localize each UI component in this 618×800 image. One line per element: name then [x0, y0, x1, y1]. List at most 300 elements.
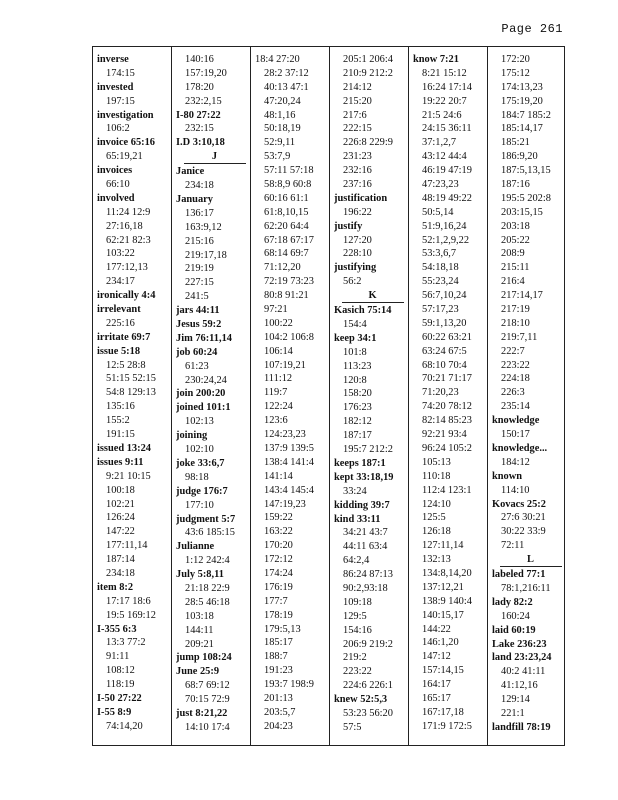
- index-reference: 157:14,15: [422, 665, 464, 677]
- index-reference: 47:20,24: [264, 95, 301, 107]
- index-term: joke 33:6,7: [176, 457, 225, 469]
- index-reference: 217:19: [501, 304, 530, 316]
- index-reference: 225:16: [106, 317, 135, 329]
- index-reference: 140:16: [185, 54, 214, 65]
- index-term: landfill 78:19: [492, 721, 551, 733]
- index-reference: 91:11: [106, 651, 130, 663]
- index-term: Jim 76:11,14: [176, 332, 232, 344]
- index-reference: 231:23: [343, 151, 372, 163]
- index-reference: 187:17: [343, 430, 372, 442]
- index-reference: 106:2: [106, 123, 130, 135]
- index-reference: 137:9 139:5: [264, 442, 314, 454]
- index-reference: 66:10: [106, 179, 130, 191]
- index-reference: 226:8 229:9: [343, 137, 393, 149]
- index-term: Julianne: [176, 541, 215, 553]
- index-term: keep 34:1: [334, 332, 377, 344]
- index-reference: 186:9,20: [501, 151, 538, 163]
- index-term: Jesus 59:2: [176, 319, 222, 331]
- index-reference: 170:20: [264, 540, 293, 552]
- index-reference: 68:7 69:12: [185, 680, 230, 692]
- index-reference: 135:16: [106, 401, 135, 413]
- index-frame: [92, 46, 565, 746]
- index-reference: 191:23: [264, 665, 293, 677]
- index-reference: 174:24: [264, 567, 293, 579]
- index-reference: 203:5,7: [264, 706, 296, 718]
- index-reference: 127:20: [343, 234, 372, 246]
- index-reference: 224:18: [501, 373, 530, 385]
- index-reference: 219:19: [185, 263, 214, 275]
- index-reference: 144:11: [185, 624, 214, 636]
- index-reference: 90:2,93:18: [343, 582, 388, 594]
- index-reference: 43:12 44:4: [422, 151, 467, 163]
- index-reference: 47:23,23: [422, 179, 459, 191]
- index-reference: 226:3: [501, 387, 525, 399]
- index-reference: 71:12,20: [264, 262, 301, 274]
- index-reference: 65:19,21: [106, 151, 143, 163]
- index-reference: 136:17: [185, 207, 214, 219]
- index-term: kind 33:11: [334, 513, 381, 525]
- index-reference: 74:20 78:12: [422, 401, 472, 413]
- index-reference: 18:4 27:20: [255, 54, 300, 65]
- index-reference: 221:1: [501, 707, 525, 719]
- index-term: knowledge: [492, 415, 540, 427]
- index-reference: 137:12,21: [422, 581, 464, 593]
- index-reference: 37:1,2,7: [422, 137, 457, 149]
- index-reference: 204:23: [264, 720, 293, 732]
- index-reference: 57:5: [343, 721, 362, 733]
- index-reference: 112:4 123:1: [422, 484, 472, 496]
- index-term: know 7:21: [413, 54, 459, 65]
- index-reference: 214:12: [343, 81, 372, 93]
- index-reference: 187:5,13,15: [501, 165, 551, 177]
- index-term: judgment 5:7: [176, 513, 236, 525]
- section-letter: [492, 553, 569, 568]
- index-reference: 138:4 141:4: [264, 456, 314, 468]
- index-term: involved: [97, 192, 135, 204]
- index-reference: 185:14,17: [501, 123, 543, 135]
- index-term: jars 44:11: [176, 305, 220, 317]
- index-reference: 50:5,14: [422, 206, 454, 218]
- index-reference: 52:1,2,9,22: [422, 234, 470, 246]
- index-reference: 171:9 172:5: [422, 720, 472, 732]
- index-reference: 217:14,17: [501, 290, 543, 302]
- index-reference: 19:5 169:12: [106, 609, 156, 621]
- index-reference: 58:8,9 60:8: [264, 179, 312, 191]
- index-reference: 147:12: [422, 651, 451, 663]
- index-reference: 177:12,13: [106, 262, 148, 274]
- index-reference: 70:15 72:9: [185, 694, 230, 706]
- index-reference: 114:10: [501, 484, 530, 496]
- index-reference: 234:17: [106, 276, 135, 288]
- index-term: irrelevant: [97, 304, 141, 316]
- index-reference: 209:21: [185, 638, 214, 650]
- index-reference: 154:4: [343, 319, 367, 331]
- index-reference: 159:22: [264, 512, 293, 524]
- index-reference: 217:6: [343, 109, 367, 121]
- index-reference: 67:18 67:17: [264, 234, 314, 246]
- index-column-3: [255, 53, 332, 745]
- index-reference: 126:24: [106, 512, 135, 524]
- index-reference: 48:1,16: [264, 109, 296, 121]
- index-reference: 197:15: [106, 95, 135, 107]
- index-column-4: [334, 53, 411, 745]
- index-reference: 185:21: [501, 137, 530, 149]
- index-reference: 215:16: [185, 235, 214, 247]
- index-reference: 28:5 46:18: [185, 596, 230, 608]
- index-reference: 53:7,9: [264, 151, 291, 163]
- index-reference: 187:16: [501, 179, 530, 191]
- index-reference: 172:12: [264, 554, 293, 566]
- index-term: join 200:20: [176, 388, 226, 400]
- index-term: kept 33:18,19: [334, 471, 394, 483]
- index-reference: 224:6 226:1: [343, 680, 393, 692]
- index-reference: 230:24,24: [185, 374, 227, 386]
- index-reference: 105:13: [422, 456, 451, 468]
- index-reference: 55:23,24: [422, 276, 459, 288]
- index-term: knew 52:5,3: [334, 694, 388, 706]
- index-column-6: [492, 53, 569, 745]
- index-term: irritate 69:7: [97, 331, 151, 343]
- index-reference: 9:21 10:15: [106, 470, 151, 482]
- index-reference: 21:18 22:9: [185, 582, 230, 594]
- index-reference: 219:7,11: [501, 331, 538, 343]
- index-reference: 118:19: [106, 679, 135, 691]
- index-term: land 23:23,24: [492, 652, 552, 664]
- index-reference: 177:7: [264, 595, 288, 607]
- index-reference: 175:12: [501, 67, 530, 79]
- index-reference: 28:2 37:12: [264, 67, 309, 79]
- index-reference: 223:22: [343, 666, 372, 678]
- index-reference: 147:19,23: [264, 498, 306, 510]
- index-term: item 8:2: [97, 581, 134, 593]
- index-reference: 98:18: [185, 471, 209, 483]
- index-reference: 158:20: [343, 388, 372, 400]
- index-reference: 64:2,4: [343, 555, 370, 567]
- index-reference: 187:14: [106, 554, 135, 566]
- section-letter: [334, 289, 411, 304]
- index-reference: 113:23: [343, 360, 372, 372]
- index-reference: 203:18: [501, 220, 530, 232]
- index-reference: 203:15,15: [501, 206, 543, 218]
- index-reference: 102:13: [185, 416, 214, 428]
- index-reference: 215:20: [343, 95, 372, 107]
- index-reference: 100:22: [264, 317, 293, 329]
- index-reference: 17:17 18:6: [106, 595, 151, 607]
- index-reference: 40:13 47:1: [264, 81, 309, 93]
- index-reference: 177:11,14: [106, 540, 148, 552]
- index-term: keeps 187:1: [334, 457, 386, 469]
- index-reference: 188:7: [264, 651, 288, 663]
- index-reference: 182:12: [343, 416, 372, 428]
- index-term: knowledge...: [492, 442, 548, 454]
- index-reference: 40:2 41:11: [501, 666, 546, 678]
- index-reference: 227:15: [185, 277, 214, 289]
- index-reference: 74:14,20: [106, 720, 143, 732]
- index-reference: 223:22: [501, 359, 530, 371]
- index-term: joining: [176, 430, 208, 442]
- index-reference: 167:17,18: [422, 706, 464, 718]
- section-letter-text: K: [342, 290, 404, 303]
- index-reference: 184:12: [501, 456, 530, 468]
- index-reference: 59:1,13,20: [422, 317, 467, 329]
- index-reference: 52:9,11: [264, 137, 296, 149]
- index-reference: 237:16: [343, 179, 372, 191]
- index-reference: 123:6: [264, 415, 288, 427]
- index-reference: 56:7,10,24: [422, 290, 467, 302]
- index-reference: 62:21 82:3: [106, 234, 151, 246]
- index-reference: 195:7 212:2: [343, 444, 393, 456]
- index-reference: 174:15: [106, 67, 135, 79]
- index-reference: 178:19: [264, 609, 293, 621]
- index-reference: 140:15,17: [422, 609, 464, 621]
- index-reference: 46:19 47:19: [422, 165, 472, 177]
- index-term: laid 60:19: [492, 624, 536, 636]
- index-reference: 102:10: [185, 444, 214, 456]
- index-reference: 61:8,10,15: [264, 206, 309, 218]
- index-column-1: [97, 53, 174, 745]
- index-term: issues 9:11: [97, 456, 144, 468]
- index-reference: 163:22: [264, 526, 293, 538]
- index-reference: 62:20 64:4: [264, 220, 309, 232]
- index-reference: 175:19,20: [501, 95, 543, 107]
- index-reference: 57:17,23: [422, 304, 459, 316]
- index-reference: 92:21 93:4: [422, 429, 467, 441]
- index-reference: 234:18: [106, 567, 135, 579]
- index-reference: 11:24 12:9: [106, 206, 151, 218]
- index-reference: 103:22: [106, 248, 135, 260]
- index-reference: 107:19,21: [264, 359, 306, 371]
- index-reference: 126:18: [422, 526, 451, 538]
- index-reference: 138:9 140:4: [422, 595, 472, 607]
- index-reference: 109:18: [343, 596, 372, 608]
- index-term: inverse: [97, 54, 129, 65]
- index-reference: 234:18: [185, 180, 214, 192]
- index-reference: 176:23: [343, 402, 372, 414]
- index-term: invoice 65:16: [97, 137, 156, 149]
- page-number: Page 261: [501, 22, 563, 36]
- index-reference: 201:13: [264, 692, 293, 704]
- index-reference: 41:12,16: [501, 680, 538, 692]
- index-reference: 70:21 71:17: [422, 373, 472, 385]
- index-term: issue 5:18: [97, 345, 141, 357]
- index-term: labeled 77:1: [492, 569, 546, 581]
- index-reference: 61:23: [185, 360, 209, 372]
- index-reference: 228:10: [343, 248, 372, 260]
- index-reference: 129:5: [343, 610, 367, 622]
- index-reference: 222:15: [343, 123, 372, 135]
- index-reference: 164:17: [422, 679, 451, 691]
- index-reference: 206:9 219:2: [343, 638, 393, 650]
- index-reference: 53:3,6,7: [422, 248, 457, 260]
- index-term: ironically 4:4: [97, 290, 156, 302]
- index-reference: 160:24: [501, 610, 530, 622]
- index-term: justifying: [334, 262, 377, 274]
- index-term: I.D 3:10,18: [176, 137, 225, 149]
- index-term: Lake 236:23: [492, 638, 547, 650]
- index-reference: 51:15 52:15: [106, 373, 156, 385]
- index-reference: 104:2 106:8: [264, 331, 314, 343]
- index-reference: 12:5 28:8: [106, 359, 146, 371]
- index-term: Janice: [176, 166, 205, 178]
- index-reference: 146:1,20: [422, 637, 459, 649]
- index-reference: 205:22: [501, 234, 530, 246]
- index-reference: 48:19 49:22: [422, 192, 472, 204]
- index-term: jump 108:24: [176, 652, 232, 664]
- index-reference: 110:18: [422, 470, 451, 482]
- index-reference: 30:22 33:9: [501, 526, 546, 538]
- index-reference: 44:11 63:4: [343, 541, 388, 553]
- index-term: Kovacs 25:2: [492, 498, 546, 510]
- index-term: lady 82:2: [492, 596, 533, 608]
- index-reference: 163:9,12: [185, 221, 222, 233]
- index-reference: 232:2,15: [185, 95, 222, 107]
- index-column-5: [413, 53, 490, 745]
- index-reference: 103:18: [185, 610, 214, 622]
- index-reference: 193:7 198:9: [264, 679, 314, 691]
- index-term: I-355 6:3: [97, 623, 137, 635]
- index-reference: 165:17: [422, 692, 451, 704]
- index-reference: 96:24 105:2: [422, 442, 472, 454]
- index-reference: 1:12 242:4: [185, 555, 230, 567]
- index-reference: 195:5 202:8: [501, 192, 551, 204]
- index-reference: 132:13: [422, 554, 451, 566]
- index-reference: 21:5 24:6: [422, 109, 462, 121]
- index-reference: 235:14: [501, 401, 530, 413]
- index-reference: 176:19: [264, 581, 293, 593]
- index-reference: 210:9 212:2: [343, 67, 393, 79]
- index-reference: 125:5: [422, 512, 446, 524]
- index-reference: 129:14: [501, 694, 530, 706]
- index-reference: 205:1 206:4: [343, 54, 393, 65]
- index-reference: 218:10: [501, 317, 530, 329]
- index-reference: 33:24: [343, 485, 367, 497]
- index-reference: 232:16: [343, 165, 372, 177]
- index-reference: 102:21: [106, 498, 135, 510]
- index-term: issued 13:24: [97, 442, 151, 454]
- index-reference: 51:9,16,24: [422, 220, 467, 232]
- index-reference: 122:24: [264, 401, 293, 413]
- index-reference: 150:17: [501, 429, 530, 441]
- index-reference: 60:22 63:21: [422, 331, 472, 343]
- index-term: justification: [334, 192, 388, 204]
- index-term: justify: [334, 220, 363, 232]
- index-reference: 34:21 43:7: [343, 527, 388, 539]
- index-reference: 100:18: [106, 484, 135, 496]
- index-reference: 71:20,23: [422, 387, 459, 399]
- index-term: investigation: [97, 109, 154, 121]
- index-reference: 97:21: [264, 304, 288, 316]
- index-reference: 241:5: [185, 291, 209, 303]
- index-reference: 14:10 17:4: [185, 721, 230, 733]
- index-term: July 5:8,11: [176, 569, 224, 581]
- index-reference: 78:1,216:11: [501, 582, 551, 594]
- index-reference: 172:20: [501, 54, 530, 65]
- index-reference: 232:15: [185, 123, 214, 135]
- index-reference: 72:19 73:23: [264, 276, 314, 288]
- index-reference: 101:8: [343, 346, 367, 358]
- section-letter-text: J: [184, 151, 246, 164]
- index-column-2: [176, 53, 253, 745]
- index-term: June 25:9: [176, 666, 220, 678]
- index-term: job 60:24: [176, 346, 218, 358]
- index-reference: 24:15 36:11: [422, 123, 472, 135]
- index-reference: 215:11: [501, 262, 530, 274]
- index-term: just 8:21,22: [176, 707, 228, 719]
- index-reference: 155:2: [106, 415, 130, 427]
- index-reference: 72:11: [501, 540, 525, 552]
- index-reference: 216:4: [501, 276, 525, 288]
- index-reference: 63:24 67:5: [422, 345, 467, 357]
- index-reference: 68:14 69:7: [264, 248, 309, 260]
- index-reference: 82:14 85:23: [422, 415, 472, 427]
- index-term: January: [176, 194, 213, 206]
- index-term: invested: [97, 81, 134, 93]
- index-reference: 56:2: [343, 276, 362, 288]
- index-reference: 196:22: [343, 206, 372, 218]
- index-reference: 177:10: [185, 499, 214, 511]
- index-term: Kasich 75:14: [334, 305, 392, 317]
- index-reference: 120:8: [343, 374, 367, 386]
- index-reference: 134:8,14,20: [422, 567, 472, 579]
- index-reference: 60:16 61:1: [264, 192, 309, 204]
- index-reference: 54:8 129:13: [106, 387, 156, 399]
- section-letter: [176, 150, 253, 165]
- index-reference: 111:12: [264, 373, 293, 385]
- index-reference: 13:3 77:2: [106, 637, 146, 649]
- index-reference: 19:22 20:7: [422, 95, 467, 107]
- index-reference: 222:7: [501, 345, 525, 357]
- index-reference: 191:15: [106, 429, 135, 441]
- index-reference: 54:18,18: [422, 262, 459, 274]
- index-reference: 178:20: [185, 81, 214, 93]
- index-reference: 185:17: [264, 637, 293, 649]
- index-reference: 80:8 91:21: [264, 290, 309, 302]
- index-reference: 68:10 70:4: [422, 359, 467, 371]
- index-term: invoices: [97, 165, 133, 177]
- index-reference: 124:10: [422, 498, 451, 510]
- index-reference: 8:21 15:12: [422, 67, 467, 79]
- index-reference: 53:23 56:20: [343, 707, 393, 719]
- index-reference: 157:19,20: [185, 67, 227, 79]
- index-term: kidding 39:7: [334, 499, 390, 511]
- index-reference: 219:2: [343, 652, 367, 664]
- index-reference: 124:23,23: [264, 429, 306, 441]
- index-reference: 154:16: [343, 624, 372, 636]
- index-reference: 108:12: [106, 665, 135, 677]
- index-reference: 179:5,13: [264, 623, 301, 635]
- index-reference: 219:17,18: [185, 249, 227, 261]
- index-reference: 86:24 87:13: [343, 569, 393, 581]
- index-reference: 174:13,23: [501, 81, 543, 93]
- index-term: I-50 27:22: [97, 692, 142, 704]
- section-letter-text: L: [500, 554, 562, 567]
- index-reference: 43:6 185:15: [185, 527, 235, 539]
- index-reference: 127:11,14: [422, 540, 464, 552]
- index-reference: 27:16,18: [106, 220, 143, 232]
- index-reference: 57:11 57:18: [264, 165, 314, 177]
- index-term: joined 101:1: [176, 402, 231, 414]
- index-reference: 143:4 145:4: [264, 484, 314, 496]
- index-reference: 106:14: [264, 345, 293, 357]
- index-term: I-80 27:22: [176, 109, 221, 121]
- index-reference: 16:24 17:14: [422, 81, 472, 93]
- index-reference: 184:7 185:2: [501, 109, 551, 121]
- index-reference: 119:7: [264, 387, 288, 399]
- index-reference: 27:6 30:21: [501, 512, 546, 524]
- index-reference: 141:14: [264, 470, 293, 482]
- index-term: judge 176:7: [176, 485, 228, 497]
- index-reference: 50:18,19: [264, 123, 301, 135]
